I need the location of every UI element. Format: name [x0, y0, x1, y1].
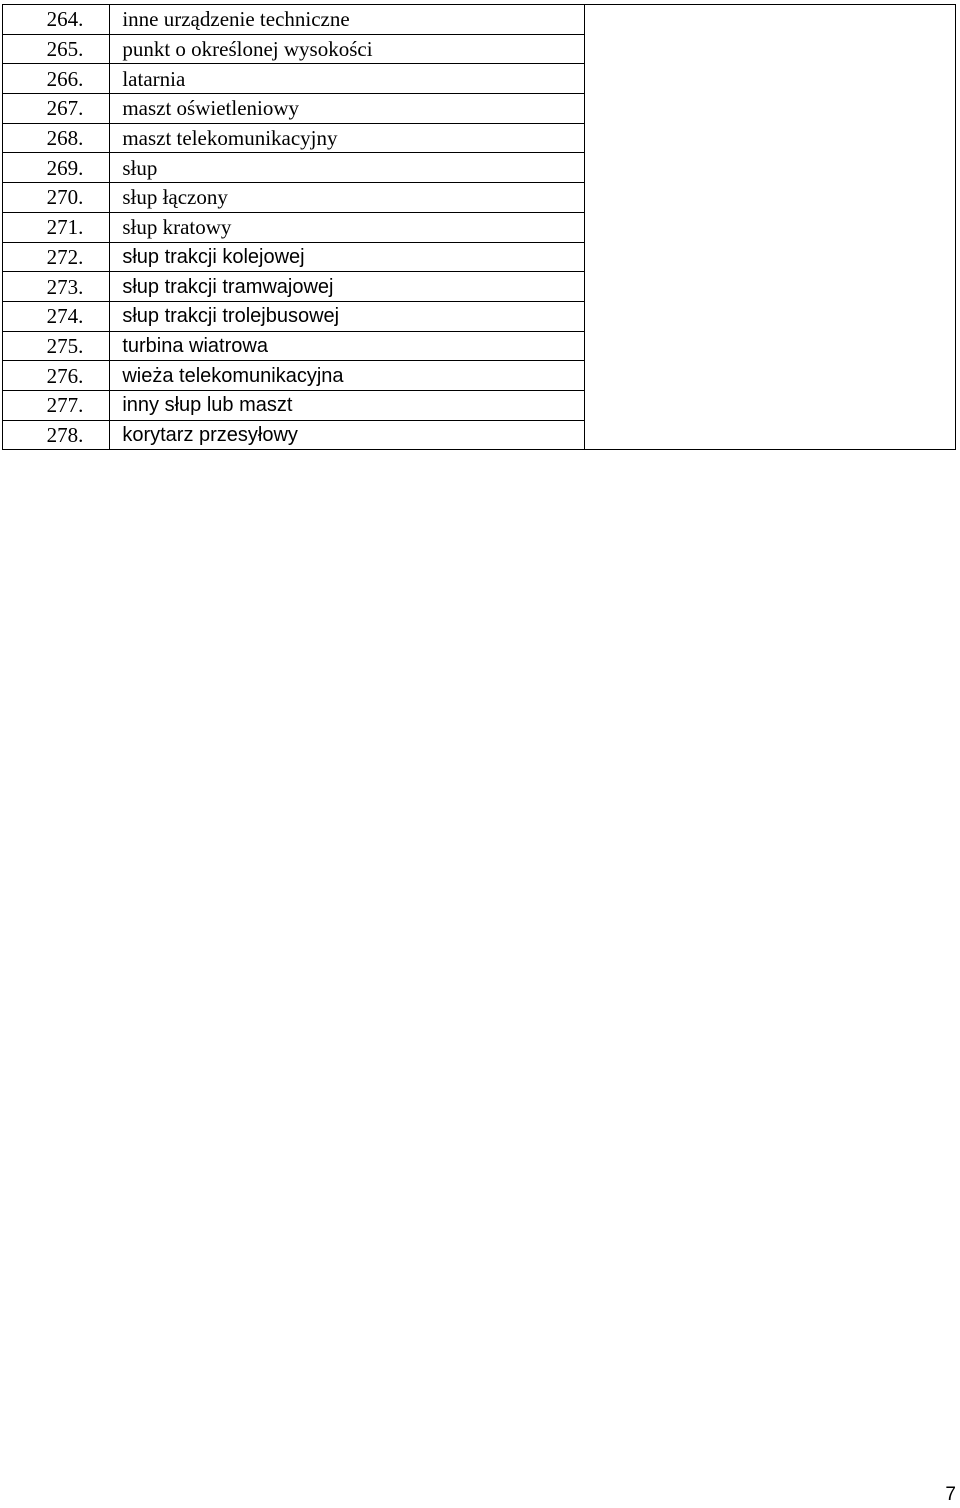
row-name: punkt o określonej wysokości [110, 34, 584, 64]
row-number: 266. [3, 64, 110, 94]
row-number: 278. [3, 420, 110, 450]
row-number: 264. [3, 5, 110, 35]
row-number: 265. [3, 34, 110, 64]
merged-empty-cell [584, 5, 955, 450]
row-number: 276. [3, 361, 110, 391]
table-body [3, 5, 956, 450]
row-name: słup łączony [110, 183, 584, 213]
row-number: 274. [3, 301, 110, 331]
table-row [3, 5, 956, 35]
row-number: 269. [3, 153, 110, 183]
row-name: korytarz przesyłowy [110, 420, 584, 450]
row-name: wieża telekomunikacyjna [110, 361, 584, 391]
row-name: turbina wiatrowa [110, 331, 584, 361]
row-number: 270. [3, 183, 110, 213]
page-number: 7 [945, 1484, 956, 1505]
row-name: maszt telekomunikacyjny [110, 123, 584, 153]
row-name: słup trakcji tramwajowej [110, 272, 584, 302]
row-name: inne urządzenie techniczne [110, 5, 584, 35]
row-number: 272. [3, 242, 110, 272]
row-number: 273. [3, 272, 110, 302]
row-number: 271. [3, 212, 110, 242]
row-name: inny słup lub maszt [110, 390, 584, 420]
row-number: 275. [3, 331, 110, 361]
row-name: latarnia [110, 64, 584, 94]
row-name: słup trakcji kolejowej [110, 242, 584, 272]
row-number: 268. [3, 123, 110, 153]
row-name: maszt oświetleniowy [110, 94, 584, 124]
row-name: słup kratowy [110, 212, 584, 242]
row-name: słup [110, 153, 584, 183]
row-number: 267. [3, 94, 110, 124]
row-name: słup trakcji trolejbusowej [110, 301, 584, 331]
row-number: 277. [3, 390, 110, 420]
object-type-table [2, 4, 956, 450]
